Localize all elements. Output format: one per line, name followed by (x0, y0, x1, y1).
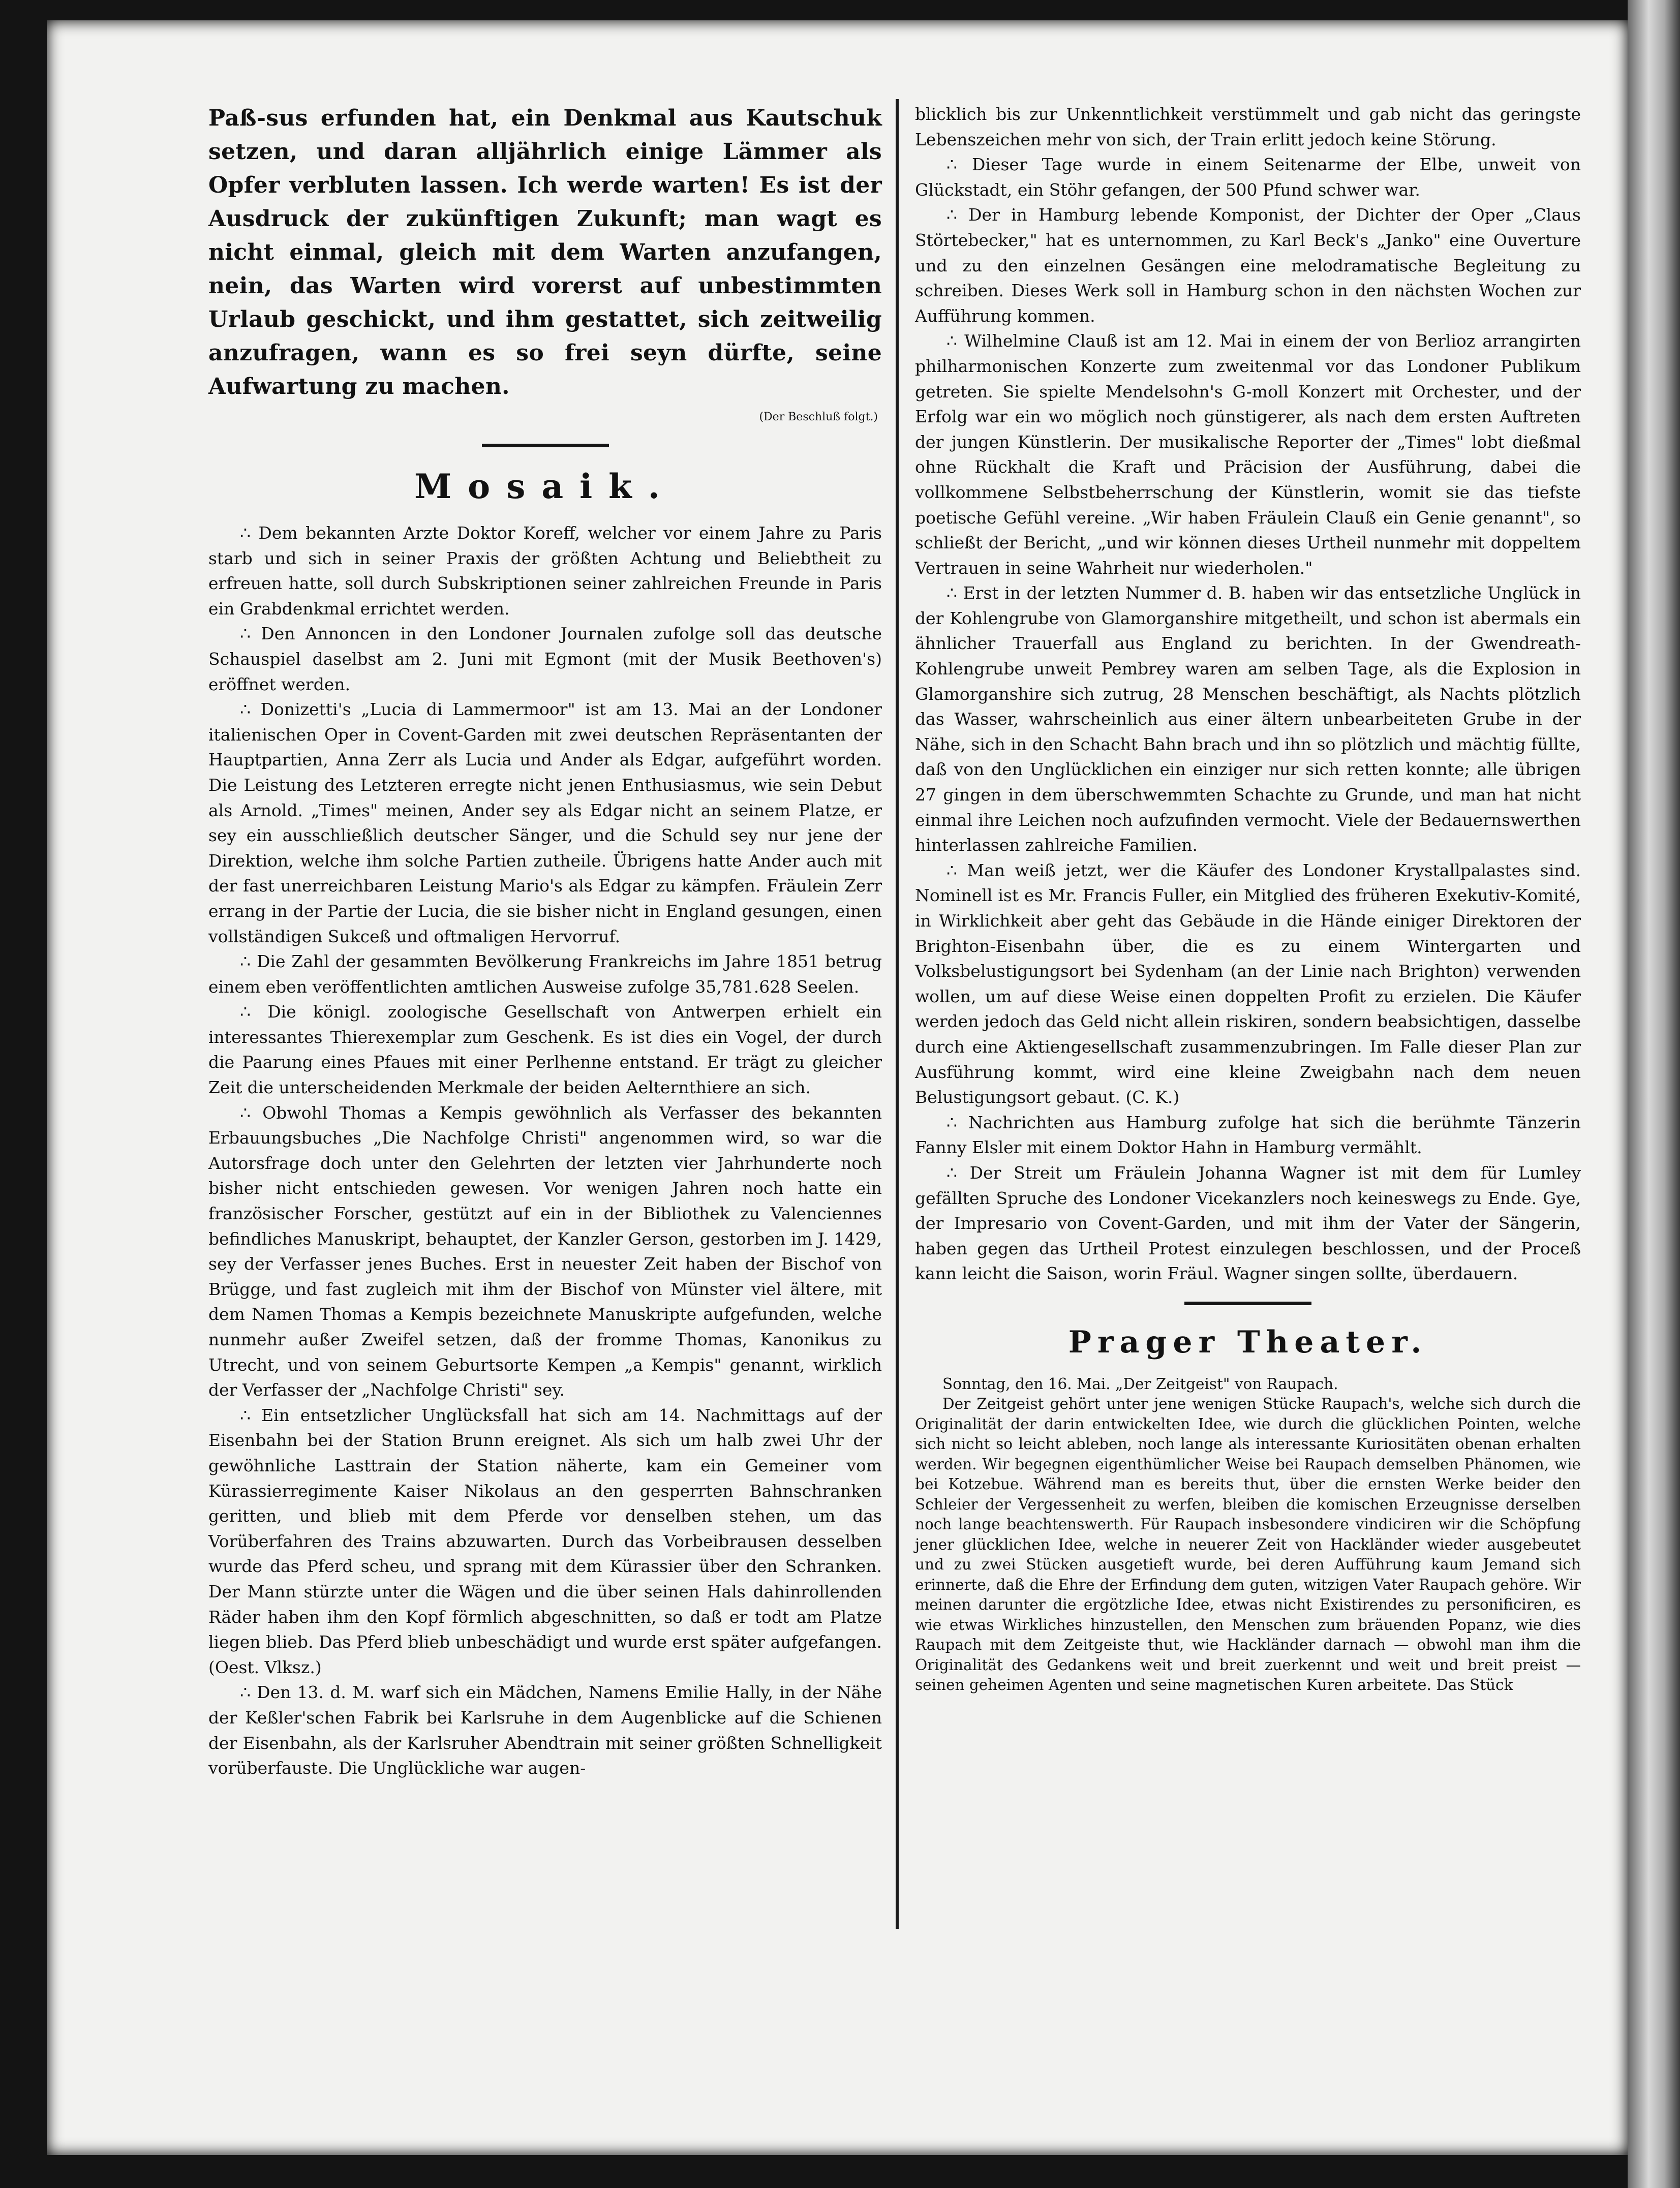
theater-review (915, 1374, 1581, 1696)
mosaik-item: ∴ Der Streit um Fräulein Johanna Wagner ist mit dem für Lumley gefällten Spruche des Londoner Vicekanzlers noch keineswegs zu Ende. Gye, der Impresario von Covent-Garden, und mit ihm der Vater der Sängerin, haben gegen das Urtheil Protest einzulegen beschlossen, und der Proceß kann leicht die Saison, worin Fräul. Wagner singen sollte, überdauern. (915, 1162, 1581, 1284)
right-column (915, 102, 1581, 1696)
mosaik-item: ∴ Ein entsetzlicher Unglücksfall hat sich am 14. Nachmittags auf der Eisenbahn bei der Station Brunn ereignet. Als sich um halb zwei Uhr der gewöhnliche Lasttrain der Station näherte, kam ein Gemeiner vom Kürassierregimente Kaiser Nikolaus an den gesperrten Bahnschranken geritten, und blieb mit dem Pferde vor denselben stehen, um das Vorüberfahren des Trains abzuwarten. Durch das Vorbeibrausen desselben wurde das Pferd scheu, und sprang mit dem Kürassier über den Schranken. Der Mann stürzte unter die Wägen und die über seinen Hals dahinrollenden Räder haben ihm den Kopf förmlich abgeschnitten, so daß er todt am Platze liegen blieb. Das Pferd blieb unbeschädigt und wurde erst später aufgefangen. (Oest. Vlksz.) (208, 1405, 882, 1677)
mosaik-item: ∴ Man weiß jetzt, wer die Käufer des Londoner Krystallpalastes sind. Nominell ist es Mr. Francis Fuller, ein Mitglied des früheren Exekutiv-Komité, in Wirklichkeit aber geht das Gebäude in die Hände einiger Direktoren der Brighton-Eisenbahn über, die es zu einem Wintergarten und Volksbelustigungsort bei Sydenham (an der Linie nach Brighton) verwenden wollen, um auf diese Weise einen doppelten Profit zu erzielen. Die Käufer werden jedoch das Geld nicht allein riskiren, sondern beabsichtigen, dasselbe durch eine Aktiengesellschaft zusammenzubringen. Im Falle dieser Plan zur Ausführung kommt, wird eine kleine Zweigbahn nach dem neuen Belustigungsort gebaut. (C. K.) (915, 860, 1581, 1107)
mosaik-item: ∴ Wilhelmine Clauß ist am 12. Mai in einem der von Berlioz arrangirten philharmonischen Konzerte zum zweitenmal vor das Londoner Publikum getreten. Sie spielte Mendelsohn's G-moll Konzert mit Orchester, und der Erfolg war ein wo möglich noch günstigerer, als nach dem ersten Auftreten der jungen Künstlerin. Der musikalische Reporter der „Times" lobt dießmal ohne Rückhalt die Kraft und Präcision der Ausführung, dabei die vollkommene Selbstbeherrschung der Künstlerin, womit sie das tiefste poetische Gefühl vereine. „Wir haben Fräulein Clauß ein Genie genannt", so schließt der Bericht, „und wir können dieses Urtheil nunmehr mit doppeltem Vertrauen in seine Wahrheit nur wiederholen." (915, 331, 1581, 578)
theater-review-text: Der Zeitgeist gehört unter jene wenigen Stücke Raupach's, welche sich durch die Originalität der darin entwickelten Idee, wie durch die glücklichen Pointen, welche sich nicht so leicht ableben, noch lange als interessante Kuriositäten obenan erhalten werden. Wir begegnen eigenthümlicher Weise bei Raupach demselben Phänomen, wie bei Kotzebue. Während man es bereits thut, über die ernsten Werke beider den Schleier der Vergessenheit zu werfen, bleiben die komischen Erzeugnisse derselben noch lange beachtenswerth. Für Raupach insbesondere vindiciren wir die Schöpfung jener glücklichen Idee, welche in neuerer Zeit von Hackländer wieder ausgebeutet und zu zwei Stücken ausgetieft wurde, bei deren Aufführung kaum Jemand sich erinnerte, daß die Ehre der Erfindung dem guten, witzigen Vater Raupach gehöre. Wir meinen darunter die ergötzliche Idee, etwas nicht Existirendes zu personificiren, es wie etwas Wirkliches hinzustellen, den Menschen zum bräuenden Popanz, wie dies Raupach mit dem Zeitgeiste thut, wie Hackländer darnach — obwohl man ihm die Originalität des Gedankens weit und breit zuerkennt und weit und breit preist — seinen geheimen Agenten und seine magnetischen Kuren arbeitete. Das Stück (915, 1395, 1581, 1694)
mosaik-items-continued (915, 102, 1581, 1286)
mosaik-item: ∴ Den Annoncen in den Londoner Journalen zufolge soll das deutsche Schauspiel daselbst am 2. Juni mit Egmont (mit der Musik Beethoven's) eröffnet werden. (208, 624, 882, 694)
mosaik-item: ∴ Dem bekannten Arzte Doktor Koreff, welcher vor einem Jahre zu Paris starb und sich in seiner Praxis der größten Achtung und Beliebtheit zu erfreuen hatte, soll durch Subskriptionen seiner zahlreichen Freunde in Paris ein Grabdenkmal errichtet werden. (208, 523, 882, 619)
lead-article-continuation (208, 102, 882, 404)
mosaik-item: ∴ Erst in der letzten Nummer d. B. haben wir das entsetzliche Unglück in der Kohlengrube von Glamorganshire mitgetheilt, und schon ist abermals ein ähnlicher Trauerfall aus England zu berichten. In der Gwendreath-Kohlengrube unweit Pembrey waren am selben Tage, als die Explosion in Glamorganshire sich zutrug, 28 Menschen beschäftigt, als Nachts plötzlich das Wasser, wahrscheinlich aus einer ältern unbearbeiteten Grube in der Nähe, sich in den Schacht Bahn brach und ihn so plötzlich und mächtig füllte, daß von den Unglücklichen ein einziger nur sich retten konnte; alle übrigen 27 gingen in dem überschwemmten Schachte zu Grunde, und man hat nicht einmal ihre Leichen noch aufzufinden vermocht. Viele der Bedauernswerthen hinterlassen zahlreiche Familien. (915, 583, 1581, 855)
continuation-note: (Der Beschluß folgt.) (759, 411, 878, 423)
lead-paragraph: Paß-sus erfunden hat, ein Denkmal aus Kautschuk setzen, und daran alljährlich einige Lämmer als Opfer verbluten lassen. Ich werde warten! Es ist der Ausdruck der zukünftigen Zukunft; man wagt es nicht einmal, gleich mit dem Warten anzufangen, nein, das Warten wird vorerst auf unbestimmten Urlaub geschickt, und ihm gestattet, sich zeitweilig anzufragen, wann es so frei seyn dürfte, seine Aufwartung zu machen. (208, 105, 882, 399)
mosaik-item: ∴ Der in Hamburg lebende Komponist, der Dichter der Oper „Claus Störtebecker," hat es unternommen, zu Karl Beck's „Janko" eine Ouverture und zu den einzelnen Gesängen eine melodramatische Begleitung zu schreiben. Dieses Werk soll in Hamburg schon in den nächsten Wochen zur Aufführung kommen. (915, 205, 1581, 326)
mosaik-item: ∴ Nachrichten aus Hamburg zufolge hat sich die berühmte Tänzerin Fanny Elsler mit einem Doktor Hahn in Hamburg vermählt. (915, 1112, 1581, 1158)
section-title-mosaik: Mosaik. (414, 467, 676, 506)
mosaik-item: ∴ Donizetti's „Lucia di Lammermoor" ist am 13. Mai an der Londoner italienischen Oper in Covent-Garden mit zwei deutschen Repräsentanten der Hauptpartien, Anna Zerr als Lucia und Ander als Edgar, aufgeführt worden. Die Leistung des Letzteren erregte nicht jenen Enthusiasmus, wie sein Debut als Arnold. „Times" meinen, Ander sey als Edgar nicht an seinem Platze, er sey ein ausschließlich deutscher Sänger, und die Schuld sey nur jene der Direktion, welche ihm solche Partien zutheile. Übrigens hatte Ander auch mit der fast unerreichbaren Leistung Mario's als Edgar zu kämpfen. Fräulein Zerr errang in der Partie der Lucia, die sie bisher nicht in England gesungen, einen vollständigen Sukceß und oftmaligen Hervorruf. (208, 699, 882, 946)
page-edge-shadow (1628, 0, 1680, 2188)
mosaik-items (208, 520, 882, 1781)
mosaik-item: blicklich bis zur Unkenntlichkeit verstümmelt und gab nicht das geringste Lebenszeichen mehr von sich, der Train erlitt jedoch keine Störung. (915, 104, 1581, 149)
mosaik-item: ∴ Den 13. d. M. warf sich ein Mädchen, Namens Emilie Hally, in der Nähe der Keßler'schen Fabrik bei Karlsruhe in dem Augenblicke auf die Schienen der Eisenbahn, als der Karlsruher Abendtrain mit seiner größten Schnelligkeit vorüberfauste. Die Unglückliche war augen- (208, 1682, 882, 1778)
mosaik-item: ∴ Die Zahl der gesammten Bevölkerung Frankreichs im Jahre 1851 betrug einem eben veröffentlichten amtlichen Ausweise zufolge 35,781.628 Seelen. (208, 951, 882, 997)
section-rule (1184, 1302, 1311, 1305)
left-column (208, 102, 882, 1781)
mosaik-item: ∴ Obwohl Thomas a Kempis gewöhnlich als Verfasser des bekannten Erbauungsbuches „Die Nachfolge Christi" angenommen wird, so war die Autorsfrage doch unter den Gelehrten der letzten vier Jahrhunderte noch bisher nicht entschieden gewesen. Vor wenigen Jahren noch hatte ein französischer Forscher, gestützt auf ein in der Bibliothek zu Valenciennes befindliches Manuskript, behauptet, der Kanzler Gerson, gestorben im J. 1429, sey der Verfasser jenes Buches. Erst in neuester Zeit haben der Bischof von Brügge, und fast zugleich mit ihm der Bischof von Münster viel ältere, mit dem Namen Thomas a Kempis bezeichnete Manuskripte aufgefunden, welche nunmehr außer Zweifel setzen, daß der fromme Thomas, Kanonikus zu Utrecht, und von seinem Geburtsorte Kempen „a Kempis" genannt, wirklich der Verfasser der „Nachfolge Christi" sey. (208, 1102, 882, 1400)
mosaik-item: ∴ Dieser Tage wurde in einem Seitenarme der Elbe, unweit von Glückstadt, ein Stöhr gefangen, der 500 Pfund schwer war. (915, 155, 1581, 200)
column-divider (896, 99, 899, 1929)
section-title-prager-theater: Prager Theater. (1068, 1324, 1428, 1360)
mosaik-item: ∴ Die königl. zoologische Gesellschaft von Antwerpen erhielt ein interessantes Thierexemplar zum Geschenk. Es ist dies ein Vogel, der durch die Paarung eines Pfaues mit einer Perlhenne entstand. Er trägt zu gleicher Zeit die unterscheidenden Merkmale der beiden Aelternthiere an sich. (208, 1002, 882, 1098)
theater-review-heading: Sonntag, den 16. Mai. „Der Zeitgeist" von Raupach. (942, 1375, 1338, 1393)
section-rule (482, 444, 609, 447)
